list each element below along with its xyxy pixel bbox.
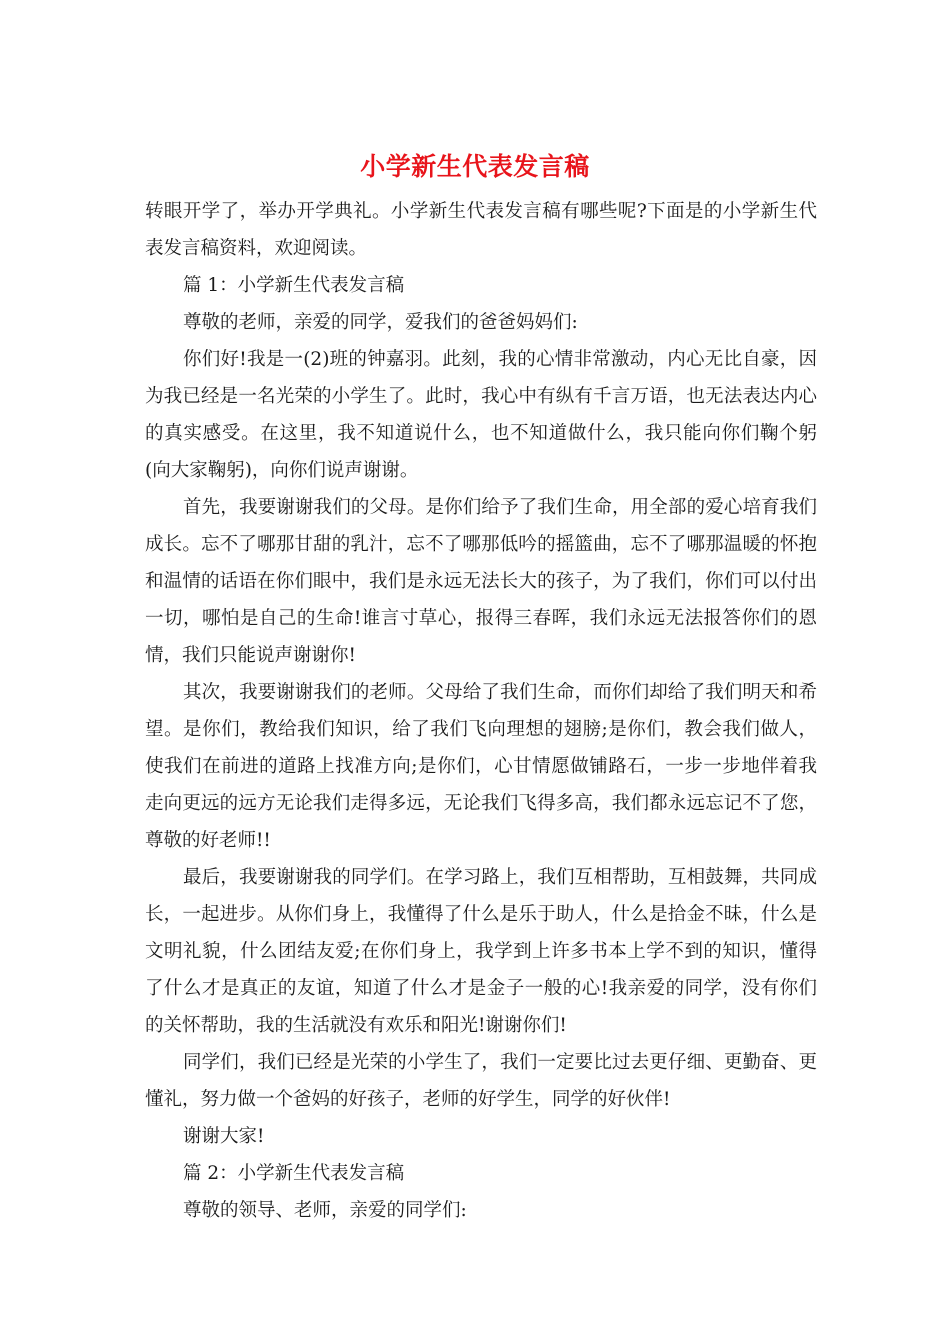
salutation-1: 尊敬的老师，亲爱的同学，爱我们的爸爸妈妈们: [183,312,578,333]
section-heading-1: 篇 1：小学新生代表发言稿 [183,275,405,296]
section-heading-2: 篇 2：小学新生代表发言稿 [183,1163,405,1184]
closing-line: 谢谢大家! [183,1126,265,1147]
body-paragraph: 同学们，我们已经是光荣的小学生了，我们一定要比过去更仔细、更勤奋、更懂礼，努力做一个爸妈的好孩子，老师的好学生，同学的好伙伴! [145,1052,817,1110]
salutation-2: 尊敬的领导、老师，亲爱的同学们: [183,1200,467,1221]
intro-paragraph: 转眼开学了，举办开学典礼。小学新生代表发言稿有哪些呢?下面是的小学新生代表发言稿资料，欢迎阅读。 [145,201,817,259]
body-paragraph: 你们好!我是一(2)班的钟嘉羽。此刻，我的心情非常激动，内心无比自豪，因为我已经是一名光荣的小学生了。此时，我心中有纵有千言万语，也无法表达内心的真实感受。在这里，我不知道说什么，也不知道做什么，我只能向你们鞠个躬(向大家鞠躬)，向你们说声谢谢。 [145,349,817,481]
body-paragraph: 其次，我要谢谢我们的老师。父母给了我们生命，而你们却给了我们明天和希望。是你们，教给我们知识，给了我们飞向理想的翅膀;是你们，教会我们做人，使我们在前进的道路上找准方向;是你们，心甘情愿做铺路石，一步一步地伴着我走向更远的远方无论我们走得多远，无论我们飞得多高，我们都永远忘记不了您，尊敬的好老师!! [145,682,817,851]
document-body [145,193,817,1229]
body-paragraph: 最后，我要谢谢我的同学们。在学习路上，我们互相帮助，互相鼓舞，共同成长，一起进步。从你们身上，我懂得了什么是乐于助人，什么是拾金不昧，什么是文明礼貌，什么团结友爱;在你们身上，我学到上许多书本上学不到的知识，懂得了什么才是真正的友谊，知道了什么才是金子一般的心!我亲爱的同学，没有你们的关怀帮助，我的生活就没有欢乐和阳光!谢谢你们! [145,867,817,1036]
document-title: 小学新生代表发言稿 [360,152,590,181]
body-paragraph: 首先，我要谢谢我们的父母。是你们给予了我们生命，用全部的爱心培育我们成长。忘不了哪那甘甜的乳汁，忘不了哪那低吟的摇篮曲，忘不了哪那温暖的怀抱和温情的话语在你们眼中，我们是永远无法长大的孩子，为了我们，你们可以付出一切，哪怕是自己的生命!谁言寸草心，报得三春晖，我们永远无法报答你们的恩情，我们只能说声谢谢你! [145,497,817,666]
